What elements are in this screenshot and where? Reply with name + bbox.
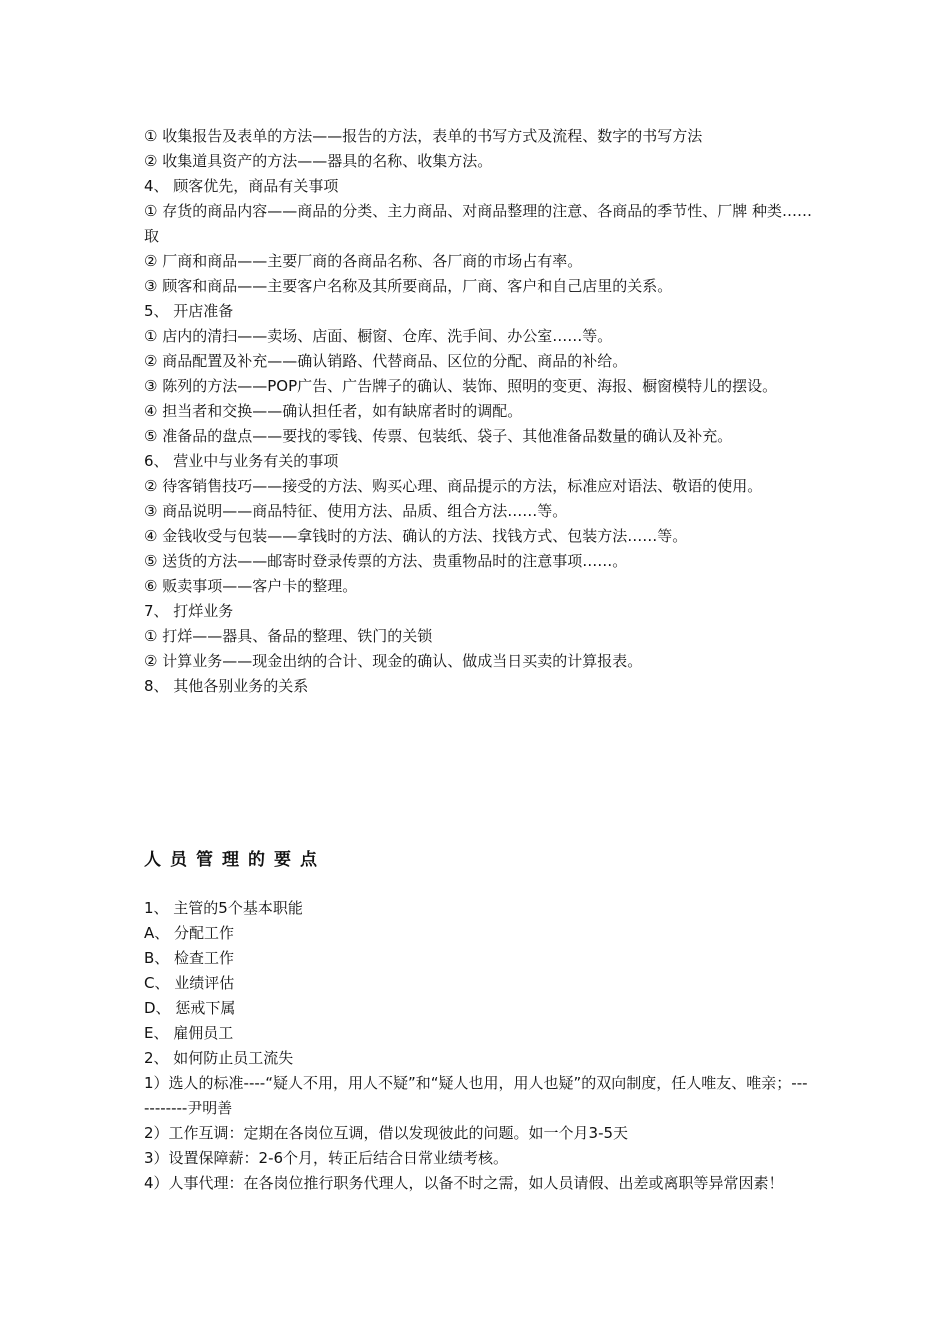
- numbered-heading: 2、 如何防止员工流失: [144, 1049, 294, 1067]
- text-line: ① 存货的商品内容——商品的分类、主力商品、对商品整理的注意、各商品的季节性、厂牌 种类……取: [144, 202, 812, 245]
- text-line: ① 店内的清扫——卖场、店面、橱窗、仓库、洗手间、办公室……等。: [144, 327, 613, 345]
- text-line: ① 收集报告及表单的方法——报告的方法，表单的书写方式及流程、数字的书写方法: [144, 127, 703, 145]
- list-item: A、 分配工作: [144, 924, 235, 942]
- list-item: B、 检查工作: [144, 949, 235, 967]
- text-line: 4）人事代理：在各岗位推行职务代理人，以备不时之需，如人员请假、出差或离职等异常因素！: [144, 1174, 784, 1192]
- text-line: 3）设置保障薪：2-6个月，转正后结合日常业绩考核。: [144, 1149, 509, 1167]
- text-line: ② 计算业务——现金出纳的合计、现金的确认、做成当日买卖的计算报表。: [144, 652, 643, 670]
- store-operations-section: [144, 124, 812, 699]
- text-line: ③ 顾客和商品——主要客户名称及其所要商品，厂商、客户和自己店里的关系。: [144, 277, 673, 295]
- list-item: E、 雇佣员工: [144, 1024, 234, 1042]
- numbered-heading: 6、 营业中与业务有关的事项: [144, 452, 339, 470]
- text-line: ② 厂商和商品——主要厂商的各商品名称、各厂商的市场占有率。: [144, 252, 583, 270]
- numbered-heading: 5、 开店准备: [144, 302, 234, 320]
- list-item: C、 业绩评估: [144, 974, 235, 992]
- text-line: ① 打烊——器具、备品的整理、铁门的关锁: [144, 627, 433, 645]
- text-line: 1）选人的标准----“疑人不用，用人不疑”和“疑人也用，用人也疑”的双向制度，任人唯友、唯亲；-----------尹明善: [144, 1074, 808, 1117]
- text-line: ④ 金钱收受与包装——拿钱时的方法、确认的方法、找钱方式、包装方法……等。: [144, 527, 688, 545]
- numbered-heading: 4、 顾客优先，商品有关事项: [144, 177, 339, 195]
- text-line: ② 商品配置及补充——确认销路、代替商品、区位的分配、商品的补给。: [144, 352, 628, 370]
- personnel-management-section: [144, 896, 812, 1196]
- numbered-heading: 1、 主管的5个基本职能: [144, 899, 303, 917]
- list-item: D、 惩戒下属: [144, 999, 236, 1017]
- text-line: ③ 商品说明——商品特征、使用方法、品质、组合方法……等。: [144, 502, 568, 520]
- text-line: ② 待客销售技巧——接受的方法、购买心理、商品提示的方法，标准应对语法、敬语的使用。: [144, 477, 763, 495]
- text-line: ④ 担当者和交换——确认担任者，如有缺席者时的调配。: [144, 402, 523, 420]
- text-line: ③ 陈列的方法——POP广告、广告牌子的确认、装饰、照明的变更、海报、橱窗模特儿的摆设。: [144, 377, 778, 395]
- text-line: ⑥ 贩卖事项——客户卡的整理。: [144, 577, 358, 595]
- section-title: 人员管理的要点: [144, 850, 326, 870]
- text-line: ⑤ 送货的方法——邮寄时登录传票的方法、贵重物品时的注意事项……。: [144, 552, 628, 570]
- text-line: ⑤ 准备品的盘点——要找的零钱、传票、包装纸、袋子、其他准备品数量的确认及补充。: [144, 427, 733, 445]
- text-line: 2）工作互调：定期在各岗位互调，借以发现彼此的问题。如一个月3-5天: [144, 1124, 629, 1142]
- numbered-heading: 8、 其他各别业务的关系: [144, 677, 309, 695]
- numbered-heading: 7、 打烊业务: [144, 602, 234, 620]
- text-line: ② 收集道具资产的方法——器具的名称、收集方法。: [144, 152, 493, 170]
